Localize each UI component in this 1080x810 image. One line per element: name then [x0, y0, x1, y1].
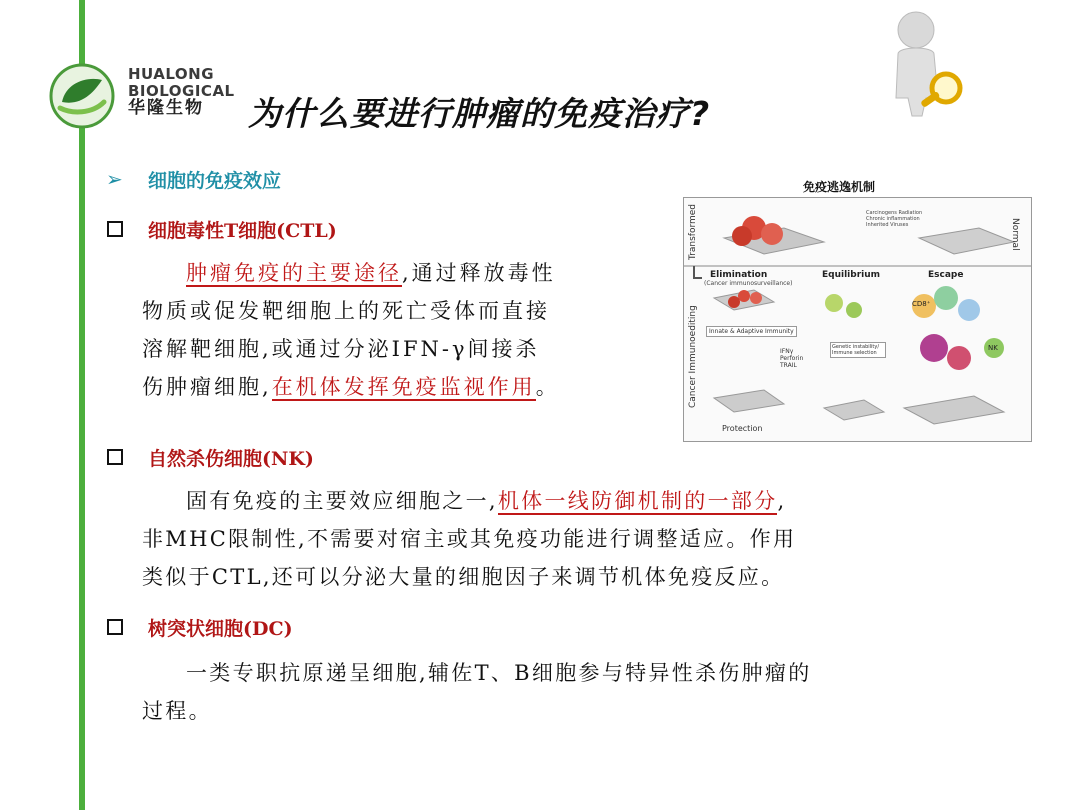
highlight-text: 机体一线防御机制的一部分 [497, 489, 778, 513]
fig-label-immunoediting: Cancer Immunoediting [688, 305, 698, 408]
item-body-nk: 固有免疫的主要效应细胞之一,机体一线防御机制的一部分, 非MHC限制性,不需要对宿主或其免疫功能进行调整适应。作用 类似于CTL,还可以分泌大量的细胞因子来调节机体免疫反应。 [142, 489, 797, 589]
fig-label-normal: Normal [1010, 218, 1020, 251]
company-logo [48, 62, 248, 132]
item-heading-nk: 自然杀伤细胞(NK) [148, 448, 314, 470]
fig-label-nk: NK [988, 344, 998, 352]
section-heading: 细胞的免疫效应 [148, 170, 282, 192]
fig-label-elimination: Elimination [710, 270, 768, 280]
fig-label-genetic: Genetic instability/ Immune selection [830, 342, 886, 358]
logo-line3: 华隆生物 [128, 98, 204, 118]
fig-label-innate: Innate & Adaptive Immunity [706, 326, 797, 337]
fig-label-cd8: CD8⁺ [912, 300, 931, 308]
highlight-text: 肿瘤免疫的主要途径 [186, 261, 402, 285]
fig-label-escape: Escape [928, 270, 964, 280]
fig-label-transformed: Transformed [688, 203, 698, 260]
slide-title: 为什么要进行肿瘤的免疫治疗? [248, 94, 711, 133]
highlight-text: 在机体发挥免疫监视作用 [271, 375, 536, 399]
logo-line1: HUALONG [128, 65, 215, 83]
item-body-dc: 一类专职抗原递呈细胞,辅佐T、B细胞参与特异性杀伤肿瘤的 过程。 [142, 661, 812, 723]
fig-label-protection: Protection [722, 424, 763, 433]
fig-label-ifn: IFNγ Perforin TRAIL [780, 348, 804, 369]
square-bullet-icon [107, 449, 123, 465]
square-bullet-icon [107, 221, 123, 237]
item-heading-ctl: 细胞毒性T细胞(CTL) [148, 220, 337, 242]
immune-escape-figure [683, 197, 1032, 442]
figure-caption: 免疫逃逸机制 [803, 180, 876, 194]
square-bullet-icon [107, 619, 123, 635]
fig-label-equilibrium: Equilibrium [822, 270, 881, 280]
person-magnifier-icon [868, 6, 968, 126]
fig-label-carcinogens: Carcinogens Radiation Chronic inflammation Inherited Viruses [866, 210, 923, 228]
logo-line2: BIOLOGICAL [128, 82, 235, 100]
item-body-ctl: 肿瘤免疫的主要途径,通过释放毒性 物质或促发靶细胞上的死亡受体而直接 溶解靶细胞,或通过分泌IFN-γ间接杀 伤肿瘤细胞,在机体发挥免疫监视作用。 [142, 261, 560, 399]
arrow-bullet-icon: ➢ [106, 167, 123, 191]
logo-leaf-icon [48, 62, 116, 130]
item-heading-dc: 树突状细胞(DC) [148, 618, 293, 640]
fig-label-elimination-sub: (Cancer immunosurveillance) [704, 280, 793, 287]
